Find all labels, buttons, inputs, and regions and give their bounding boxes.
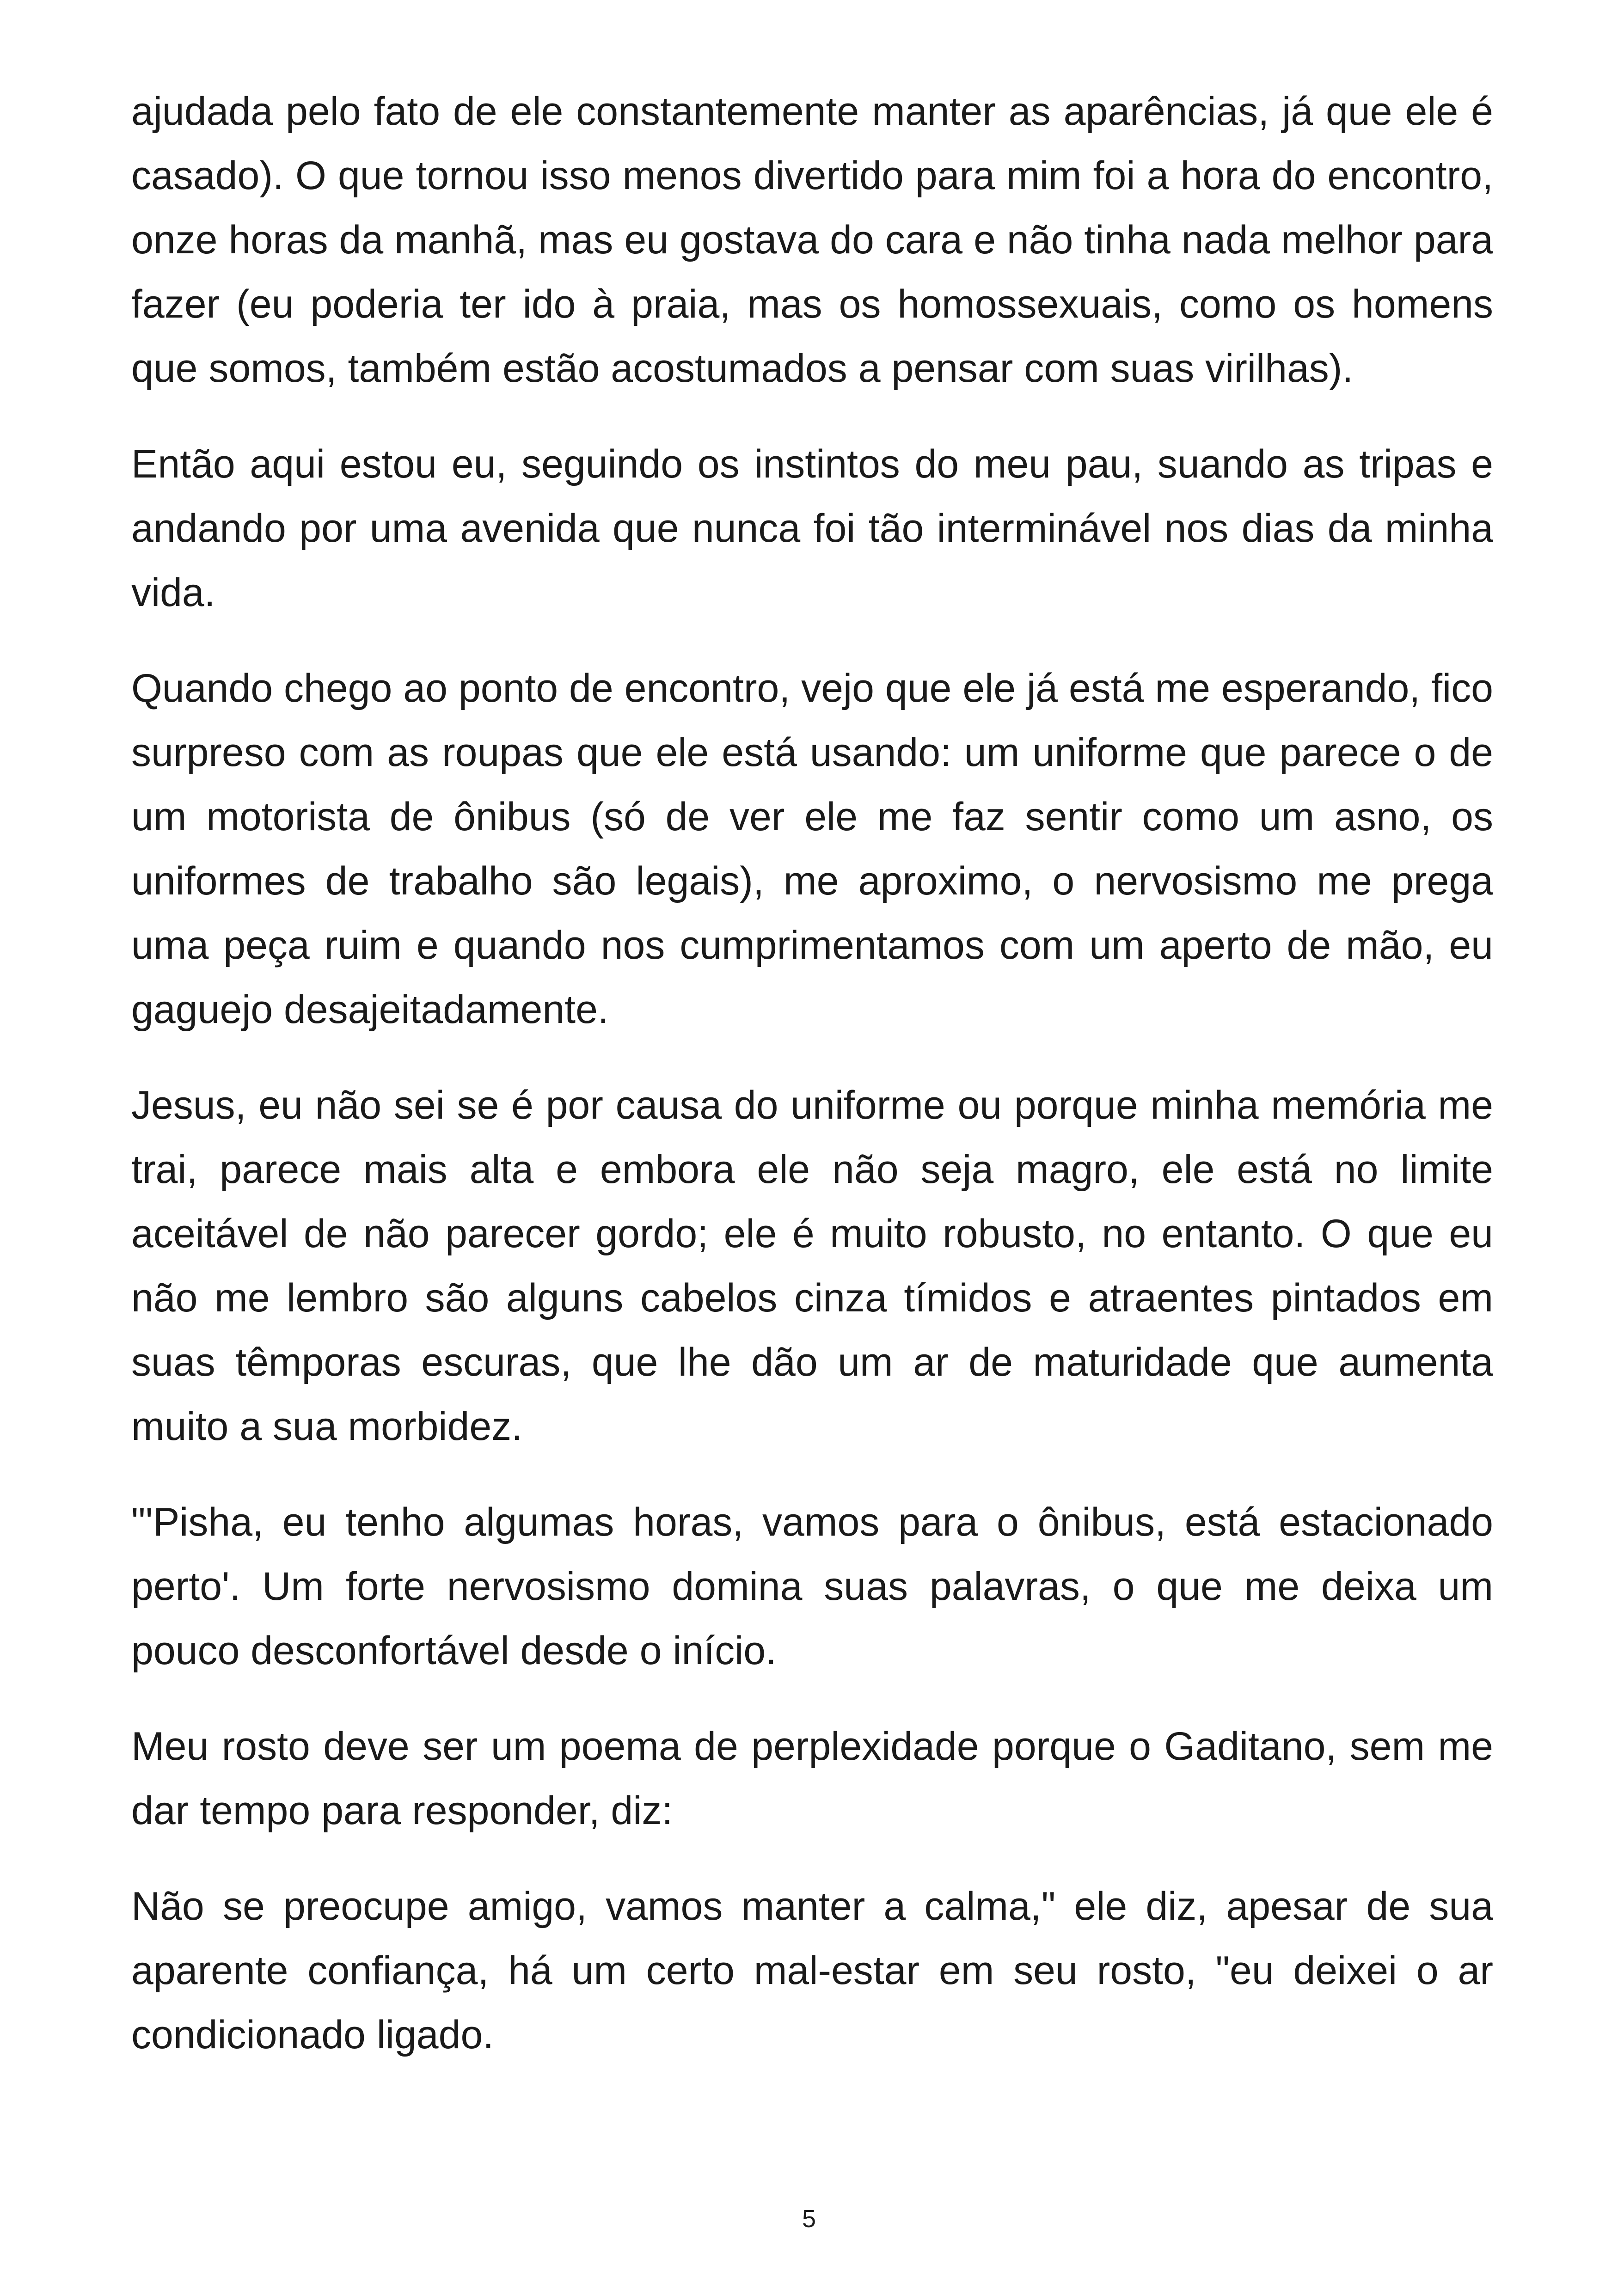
paragraph: Não se preocupe amigo, vamos manter a calma," ele diz, apesar de sua aparente confiança, há um certo mal-estar em seu rosto, "eu deixei o ar condicionado ligado. bbox=[131, 1884, 1493, 2057]
body-text bbox=[131, 80, 1493, 2099]
paragraph: Meu rosto deve ser um poema de perplexidade porque o Gaditano, sem me dar tempo para responder, diz: bbox=[131, 1724, 1493, 1833]
paragraph: "'Pisha, eu tenho algumas horas, vamos para o ônibus, está estacionado perto'. Um forte nervosismo domina suas palavras, o que me deixa um pouco desconfortável desde o início. bbox=[131, 1500, 1493, 1673]
paragraph: Então aqui estou eu, seguindo os instintos do meu pau, suando as tripas e andando por uma avenida que nunca foi tão interminável nos dias da minha vida. bbox=[131, 442, 1493, 615]
paragraph: Quando chego ao ponto de encontro, vejo que ele já está me esperando, fico surpreso com as roupas que ele está usando: um uniforme que parece o de um motorista de ônibus (só de ver ele me faz sentir como um asno, os uniformes de trabalho são legais), me aproximo, o nervosismo me prega uma peça ruim e quando nos cumprimentamos com um aperto de mão, eu gaguejo desajeitadamente. bbox=[131, 666, 1493, 1032]
paragraph: ajudada pelo fato de ele constantemente manter as aparências, já que ele é casado). O que tornou isso menos divertido para mim foi a hora do encontro, onze horas da manhã, mas eu gostava do cara e não tinha nada melhor para fazer (eu poderia ter ido à praia, mas os homossexuais, como os homens que somos, também estão acostumados a pensar com suas virilhas). bbox=[131, 89, 1493, 391]
page-number: 5 bbox=[802, 2205, 816, 2233]
paragraph: Jesus, eu não sei se é por causa do uniforme ou porque minha memória me trai, parece mais alta e embora ele não seja magro, ele está no limite aceitável de não parecer gordo; ele é muito robusto, no entanto. O que eu não me lembro são alguns cabelos cinza tímidos e atraentes pintados em suas têmporas escuras, que lhe dão um ar de maturidade que aumenta muito a sua morbidez. bbox=[131, 1083, 1493, 1449]
